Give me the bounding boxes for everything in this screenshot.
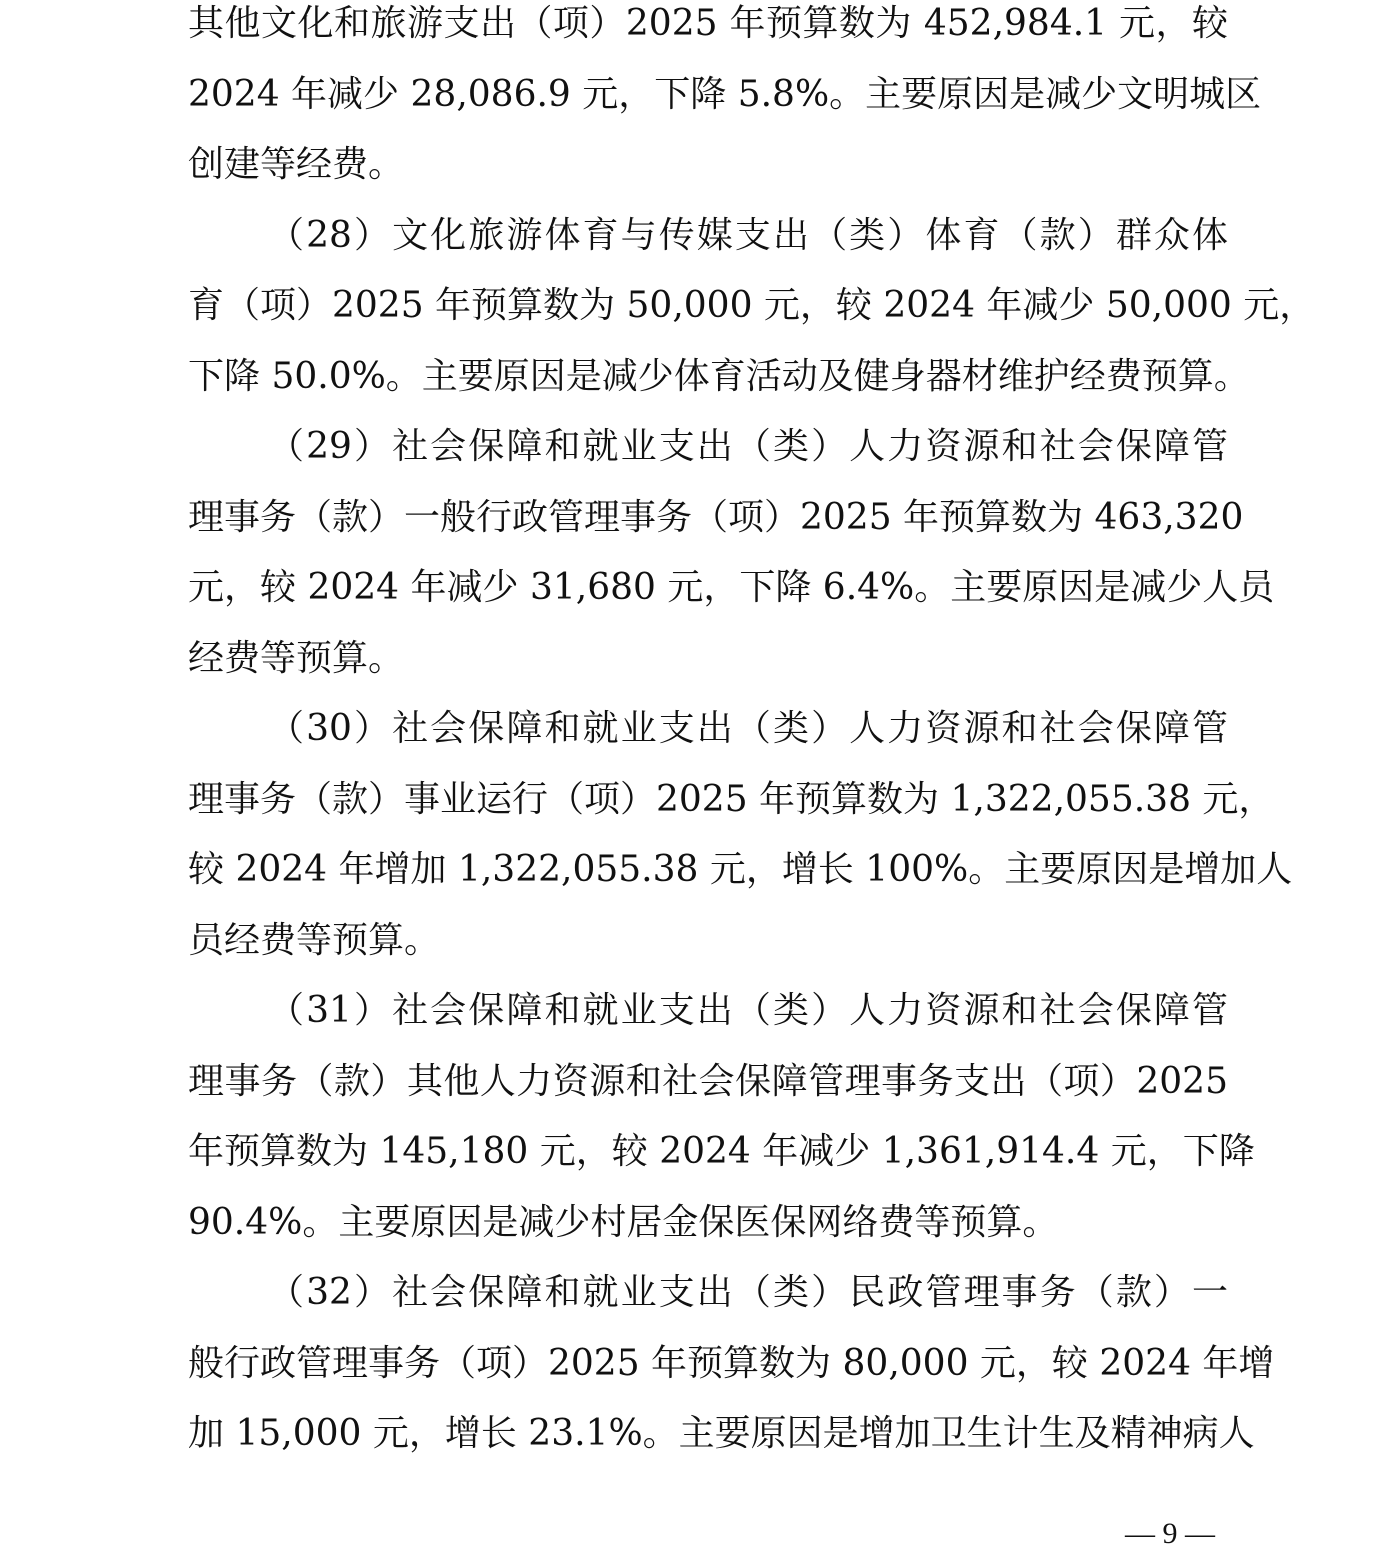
text-line: 元，较 2024 年减少 31,680 元，下降 6.4%。主要原因是减少人员: [188, 567, 1275, 608]
text-line: 育（项）2025 年预算数为 50,000 元，较 2024 年减少 50,000 元，: [188, 285, 1316, 326]
text-line: （30）社会保障和就业支出（类）人力资源和社会保障管: [268, 708, 1228, 749]
text-line: （29）社会保障和就业支出（类）人力资源和社会保障管: [268, 426, 1228, 467]
text-line: （28）文化旅游体育与传媒支出（类）体育（款）群众体: [268, 215, 1228, 256]
text-line: 2024 年减少 28,086.9 元，下降 5.8%。主要原因是减少文明城区: [188, 74, 1262, 115]
text-line: 90.4%。主要原因是减少村居金保医保网络费等预算。: [188, 1202, 1059, 1243]
text-line: 般行政管理事务（项）2025 年预算数为 80,000 元，较 2024 年增: [188, 1343, 1275, 1384]
text-line: 理事务（款）事业运行（项）2025 年预算数为 1,322,055.38 元，: [188, 779, 1275, 820]
text-line: 员经费等预算。: [188, 920, 441, 961]
text-line: 理事务（款）一般行政管理事务（项）2025 年预算数为 463,320: [188, 497, 1244, 538]
text-line: 加 15,000 元，增长 23.1%。主要原因是增加卫生计生及精神病人: [188, 1413, 1255, 1454]
text-line: 理事务（款）其他人力资源和社会保障管理事务支出（项）2025: [188, 1061, 1228, 1102]
text-line: 下降 50.0%。主要原因是减少体育活动及健身器材维护经费预算。: [188, 356, 1250, 397]
text-line: （32）社会保障和就业支出（类）民政管理事务（款）一: [268, 1272, 1228, 1313]
text-line: 经费等预算。: [188, 638, 405, 679]
text-line: （31）社会保障和就业支出（类）人力资源和社会保障管: [268, 990, 1228, 1031]
text-line: 较 2024 年增加 1,322,055.38 元，增长 100%。主要原因是增加人: [188, 849, 1293, 890]
text-line: 创建等经费。: [188, 144, 405, 185]
text-line: 年预算数为 145,180 元，较 2024 年减少 1,361,914.4 元，下降: [188, 1131, 1255, 1172]
text-line: 其他文化和旅游支出（项）2025 年预算数为 452,984.1 元，较: [188, 3, 1228, 44]
page-number: — 9 —: [1125, 1517, 1215, 1550]
